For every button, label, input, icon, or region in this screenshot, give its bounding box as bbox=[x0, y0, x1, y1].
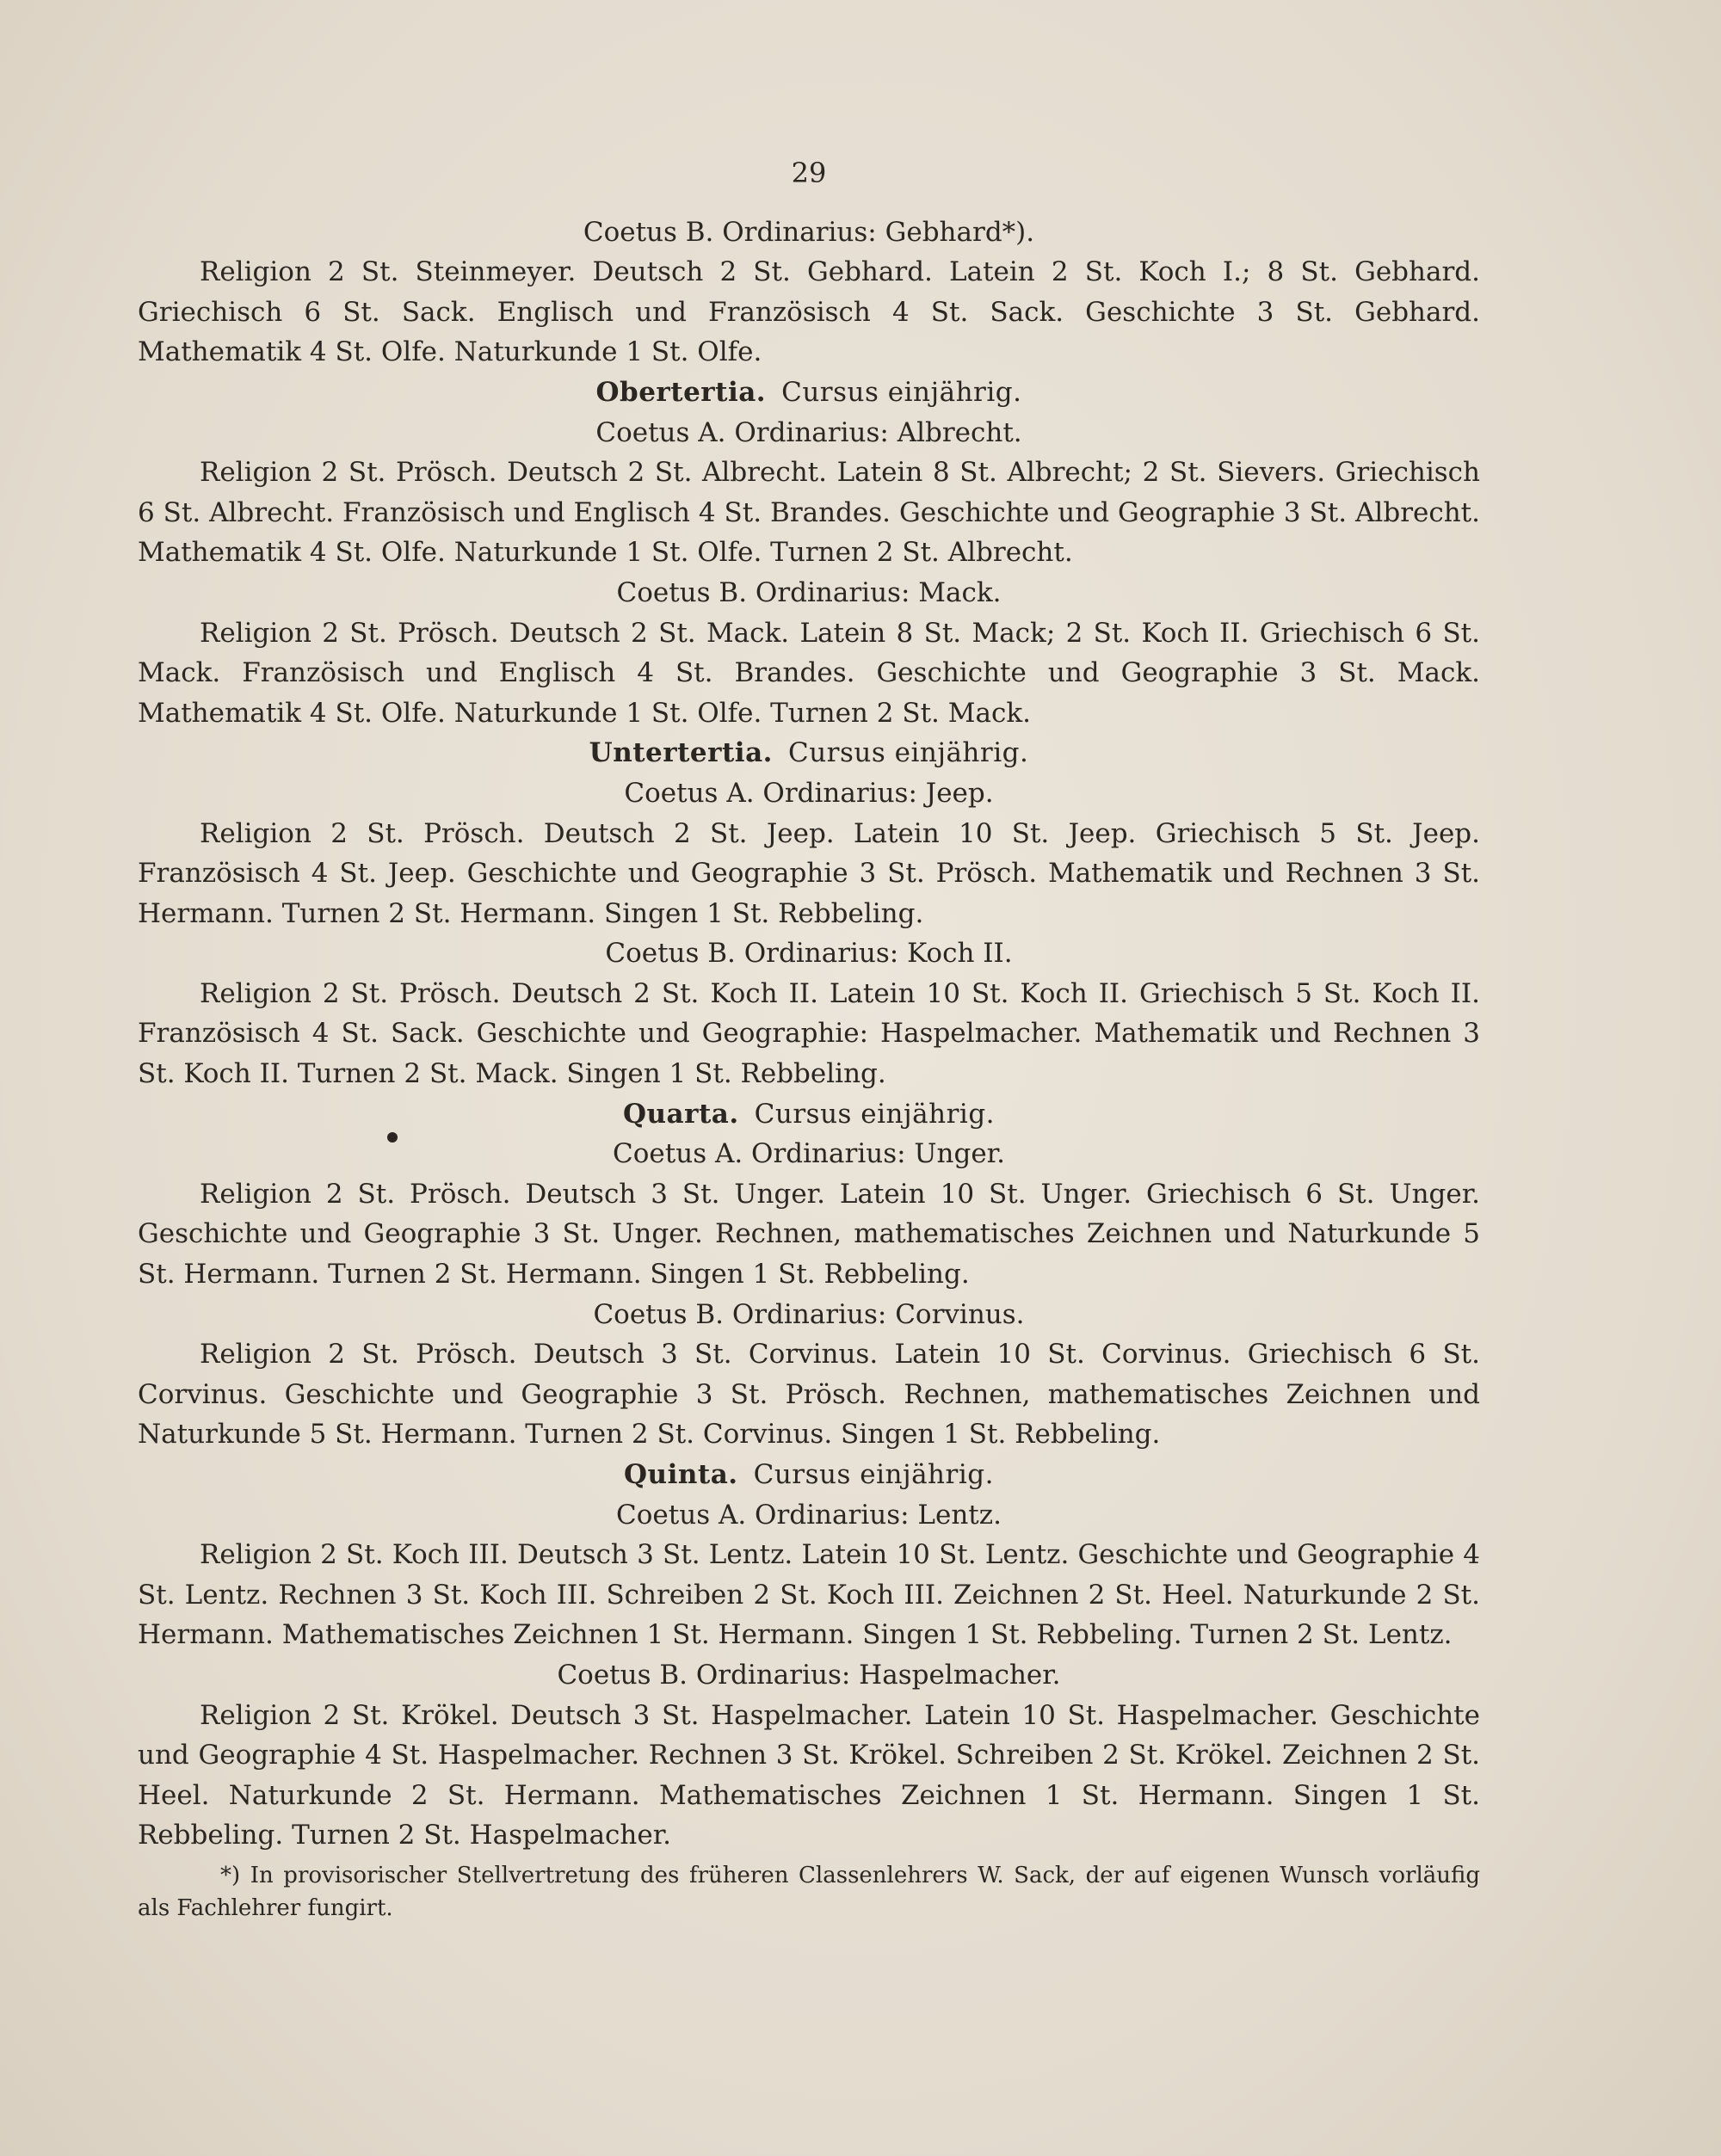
lesson-allocation: Religion 2 St. Prösch. Deutsch 2 St. Jeep. Latein 10 St. Jeep. Griechisch 5 St. Jeep. Französisch 4 St. Jeep. Geschichte und Geographie 3 St. Prösch. Mathematik und Rechnen 3 St. Hermann. Turnen 2 St. Hermann. Singen 1 St. Rebbeling. bbox=[138, 817, 1480, 929]
class-name: Quinta. bbox=[624, 1459, 738, 1490]
class-heading bbox=[138, 373, 1480, 413]
lesson-allocation: Religion 2 St. Koch III. Deutsch 3 St. Lentz. Latein 10 St. Lentz. Geschichte und Geographie 4 St. Lentz. Rechnen 3 St. Koch III. Schreiben 2 St. Koch III. Zeichnen 2 St. Heel. Naturkunde 2 St. Hermann. Mathematisches Zeichnen 1 St. Hermann. Singen 1 St. Rebbeling. Turnen 2 St. Lentz. bbox=[138, 1539, 1480, 1651]
coetus-heading: Coetus A. Ordinarius: Lentz. bbox=[616, 1499, 1002, 1531]
class-heading bbox=[138, 1094, 1480, 1135]
class-course: Cursus einjährig. bbox=[781, 376, 1022, 408]
coetus-heading: Coetus B. Ordinarius: Haspelmacher. bbox=[557, 1659, 1061, 1691]
coetus-heading: Coetus B. Ordinarius: Mack. bbox=[616, 576, 1002, 608]
lesson-allocation: Religion 2 St. Steinmeyer. Deutsch 2 St. Gebhard. Latein 2 St. Koch I.; 8 St. Gebhard. Griechisch 6 St. Sack. Englisch und Französisch 4 St. Sack. Geschichte 3 St. Gebhard. Mathematik 4 St. Olfe. Naturkunde 1 St. Olfe. bbox=[138, 256, 1480, 368]
lesson-allocation: Religion 2 St. Prösch. Deutsch 2 St. Albrecht. Latein 8 St. Albrecht; 2 St. Sievers. Griechisch 6 St. Albrecht. Französisch und Englisch 4 St. Brandes. Geschichte und Geographie 3 St. Albrecht. Mathematik 4 St. Olfe. Naturkunde 1 St. Olfe. Turnen 2 St. Albrecht. bbox=[138, 457, 1480, 569]
class-heading bbox=[138, 1455, 1480, 1495]
lesson-allocation: Religion 2 St. Prösch. Deutsch 3 St. Corvinus. Latein 10 St. Corvinus. Griechisch 6 St. Corvinus. Geschichte und Geographie 3 St. Prösch. Rechnen, mathematisches Zeichnen und Naturkunde 5 St. Hermann. Turnen 2 St. Corvinus. Singen 1 St. Rebbeling. bbox=[138, 1339, 1480, 1451]
class-course: Cursus einjährig. bbox=[754, 1098, 996, 1130]
lesson-allocation: Religion 2 St. Prösch. Deutsch 2 St. Koch II. Latein 10 St. Koch II. Griechisch 5 St. Koch II. Französisch 4 St. Sack. Geschichte und Geographie: Haspelmacher. Mathematik und Rechnen 3 St. Koch II. Turnen 2 St. Mack. Singen 1 St. Rebbeling. bbox=[138, 977, 1480, 1090]
page-content bbox=[138, 153, 1480, 1947]
class-course: Cursus einjährig. bbox=[787, 737, 1029, 769]
class-name: Quarta. bbox=[622, 1098, 739, 1130]
schedule-blocks bbox=[138, 213, 1480, 1856]
class-course: Cursus einjährig. bbox=[753, 1459, 994, 1490]
footnote: *) In provisorischer Stellvertretung des früheren Classenlehrers W. Sack, der auf eigenen Wunsch vorläufig als Fachlehrer fungirt. bbox=[138, 1862, 1480, 1921]
coetus-heading: Coetus B. Ordinarius: Koch II. bbox=[605, 938, 1013, 970]
coetus-heading: Coetus A. Ordinarius: Unger. bbox=[613, 1138, 1005, 1170]
coetus-heading: Coetus A. Ordinarius: Albrecht. bbox=[595, 416, 1022, 448]
class-name: Obertertia. bbox=[595, 376, 767, 408]
class-name: Untertertia. bbox=[589, 737, 773, 769]
page-number: 29 bbox=[791, 157, 827, 189]
lesson-allocation: Religion 2 St. Prösch. Deutsch 3 St. Unger. Latein 10 St. Unger. Griechisch 6 St. Unger. Geschichte und Geographie 3 St. Unger. Rechnen, mathematisches Zeichnen und Naturkunde 5 St. Hermann. Turnen 2 St. Hermann. Singen 1 St. Rebbeling. bbox=[138, 1178, 1480, 1291]
coetus-heading: Coetus A. Ordinarius: Jeep. bbox=[624, 777, 994, 809]
class-heading bbox=[138, 733, 1480, 773]
coetus-heading: Coetus B. Ordinarius: Gebhard*). bbox=[583, 216, 1035, 248]
lesson-allocation: Religion 2 St. Prösch. Deutsch 2 St. Mack. Latein 8 St. Mack; 2 St. Koch II. Griechisch 6 St. Mack. Französisch und Englisch 4 St. Brandes. Geschichte und Geographie 3 St. Mack. Mathematik 4 St. Olfe. Naturkunde 1 St. Olfe. Turnen 2 St. Mack. bbox=[138, 617, 1480, 729]
coetus-heading: Coetus B. Ordinarius: Corvinus. bbox=[593, 1298, 1025, 1330]
lesson-allocation: Religion 2 St. Krökel. Deutsch 3 St. Haspelmacher. Latein 10 St. Haspelmacher. Geschichte und Geographie 4 St. Haspelmacher. Rechnen 3 St. Krökel. Schreiben 2 St. Krökel. Zeichnen 2 St. Heel. Naturkunde 2 St. Hermann. Mathematisches Zeichnen 1 St. Hermann. Singen 1 St. Rebbeling. Turnen 2 St. Haspelmacher. bbox=[138, 1699, 1480, 1851]
